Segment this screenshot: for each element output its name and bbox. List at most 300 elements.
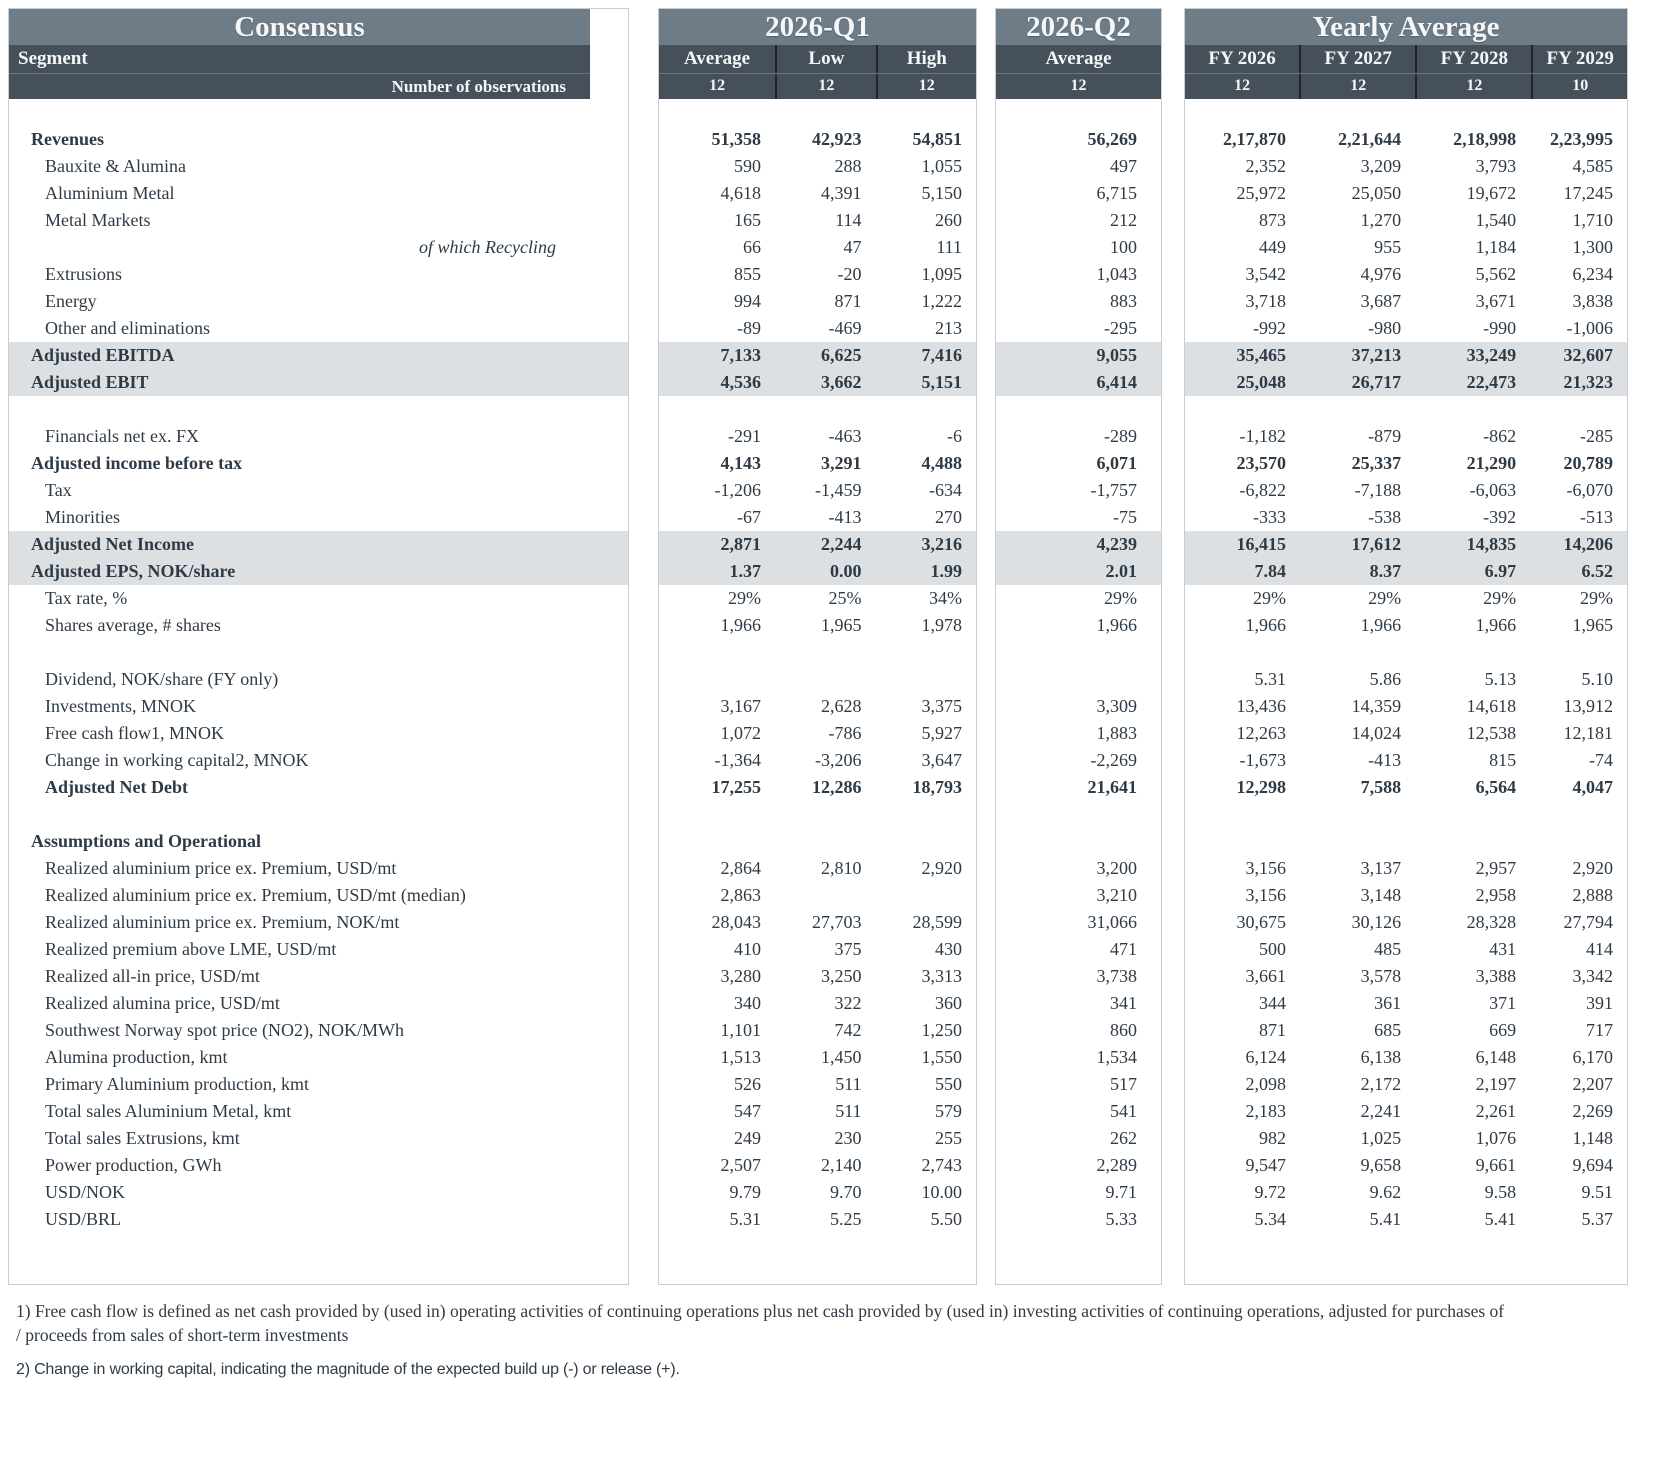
value-cell: 3,542	[1245, 264, 1287, 284]
value-cell: 2,21,644	[1338, 129, 1402, 149]
table-row	[659, 288, 976, 315]
value-cell: 1,101	[720, 1020, 762, 1040]
value-cell: 26,717	[1351, 372, 1402, 392]
table-row	[1185, 450, 1627, 477]
table-row	[996, 315, 1161, 342]
row-label: Power production, GWh	[45, 1155, 222, 1175]
value-cell: 6,148	[1475, 1047, 1517, 1067]
value-cell: 28,328	[1466, 912, 1517, 932]
spacer-row	[9, 639, 628, 666]
table-row	[1185, 882, 1627, 909]
value-cell: 114	[835, 210, 862, 230]
table-row	[1185, 288, 1627, 315]
value-cell: 2,864	[720, 858, 762, 878]
value-cell: 526	[734, 1074, 762, 1094]
table-row	[996, 963, 1161, 990]
table-row	[659, 1098, 976, 1125]
value-cell: 16,415	[1236, 534, 1287, 554]
spacer-row	[1185, 396, 1627, 423]
value-cell: -20	[837, 264, 862, 284]
value-cell: 2,269	[1572, 1101, 1613, 1121]
q2-title: 2026-Q2	[996, 9, 1161, 45]
table-row	[9, 504, 628, 531]
value-cell: 34%	[929, 588, 963, 608]
table-row	[996, 207, 1161, 234]
value-cell: 29%	[1253, 588, 1287, 608]
table-row	[1185, 909, 1627, 936]
value-cell: 685	[1374, 1020, 1402, 1040]
value-cell: 322	[834, 993, 862, 1013]
value-cell: 2,207	[1572, 1074, 1613, 1094]
table-row	[9, 666, 628, 693]
value-cell: 20,789	[1563, 453, 1613, 473]
value-cell: 375	[834, 939, 862, 959]
spacer-row	[9, 801, 628, 828]
table-row	[9, 882, 628, 909]
table-row	[659, 477, 976, 504]
value-cell: 13,912	[1563, 696, 1613, 716]
table-row	[1185, 1206, 1627, 1233]
table-row	[9, 828, 628, 855]
value-cell: 21,641	[1087, 777, 1137, 797]
value-cell: -6,070	[1566, 480, 1613, 500]
table-row	[996, 477, 1161, 504]
value-cell: 2,244	[821, 534, 862, 554]
value-cell: 7.84	[1254, 561, 1287, 581]
row-label: Extrusions	[45, 264, 123, 284]
table-row	[996, 774, 1161, 801]
observation-count: 12	[1234, 77, 1251, 94]
value-cell: 4,536	[720, 372, 762, 392]
value-cell: 21,323	[1563, 372, 1613, 392]
value-cell: 30,126	[1351, 912, 1402, 932]
value-cell: 2,23,995	[1550, 129, 1613, 149]
value-cell: 500	[1259, 939, 1287, 959]
table-row	[9, 450, 628, 477]
value-cell: 5.31	[729, 1209, 762, 1229]
value-cell: -862	[1483, 426, 1517, 446]
row-label: Realized premium above LME, USD/mt	[45, 939, 337, 959]
table-row	[996, 1017, 1161, 1044]
value-cell: 0.00	[830, 561, 862, 581]
value-cell: 550	[935, 1074, 963, 1094]
table-row	[1185, 990, 1627, 1017]
value-cell: 2,289	[1096, 1155, 1137, 1175]
value-cell: 9,547	[1245, 1155, 1287, 1175]
table-row	[9, 1098, 628, 1125]
segment-header: Segment	[9, 45, 590, 73]
value-cell: 6,234	[1572, 264, 1613, 284]
value-cell: 1,072	[720, 723, 762, 743]
value-cell: 12,538	[1466, 723, 1517, 743]
observation-count: 12	[775, 74, 875, 99]
table-row	[9, 612, 628, 639]
value-cell: 1,513	[720, 1047, 762, 1067]
row-label: Adjusted EBITDA	[31, 345, 175, 365]
value-cell: 10.00	[921, 1182, 963, 1202]
consensus-title: Consensus	[9, 9, 590, 45]
table-row	[659, 1125, 976, 1152]
table-row	[659, 504, 976, 531]
value-cell: 3,309	[1096, 696, 1137, 716]
value-cell: 270	[935, 507, 963, 527]
column-header: Average	[1045, 48, 1112, 69]
table-row	[1185, 504, 1627, 531]
observation-count: 12	[1415, 74, 1531, 99]
value-cell: 1,076	[1475, 1128, 1517, 1148]
value-cell: 2,958	[1475, 885, 1517, 905]
table-row	[996, 153, 1161, 180]
value-cell: 717	[1586, 1020, 1613, 1040]
table-row	[996, 747, 1161, 774]
spacer-row	[996, 801, 1161, 828]
table-row	[1185, 585, 1627, 612]
table-row	[996, 342, 1161, 369]
row-label: Tax rate, %	[45, 588, 128, 608]
value-cell: 2,888	[1572, 885, 1613, 905]
value-cell: 3,687	[1360, 291, 1402, 311]
table-row	[659, 747, 976, 774]
value-cell: 517	[1110, 1074, 1137, 1094]
value-cell: 1,966	[1245, 615, 1287, 635]
value-cell: 1,095	[921, 264, 963, 284]
value-cell: 5.41	[1369, 1209, 1402, 1229]
value-cell: 590	[734, 156, 762, 176]
table-row	[9, 234, 628, 261]
row-label: Alumina production, kmt	[45, 1047, 228, 1067]
table-row	[996, 666, 1161, 693]
value-cell: 1,965	[1572, 615, 1613, 635]
value-cell: 360	[935, 993, 963, 1013]
value-cell: 6.97	[1484, 561, 1517, 581]
value-cell: 14,024	[1351, 723, 1402, 743]
value-cell: -992	[1253, 318, 1287, 338]
value-cell: 5.34	[1254, 1209, 1287, 1229]
value-cell: 1,550	[921, 1047, 963, 1067]
value-cell: 2,920	[1572, 858, 1613, 878]
value-cell: 42,923	[812, 129, 862, 149]
spacer-row	[996, 99, 1161, 126]
spacer-row	[996, 396, 1161, 423]
value-cell: 1,270	[1360, 210, 1402, 230]
value-cell: 340	[734, 993, 762, 1013]
table-row	[9, 558, 628, 585]
value-cell: 361	[1374, 993, 1402, 1013]
value-cell: 25,048	[1236, 372, 1287, 392]
table-row	[1185, 1071, 1627, 1098]
value-cell: 47	[843, 237, 862, 257]
spacer-row	[9, 99, 628, 126]
value-cell: 2,241	[1360, 1101, 1402, 1121]
value-cell: 5.13	[1484, 669, 1517, 689]
value-cell: 28,043	[711, 912, 762, 932]
table-row	[659, 693, 976, 720]
value-cell: 3,156	[1245, 858, 1287, 878]
value-cell: 51,358	[711, 129, 762, 149]
value-cell: 511	[835, 1101, 862, 1121]
spacer-row	[1185, 99, 1627, 126]
table-row	[1185, 234, 1627, 261]
value-cell: -786	[828, 723, 862, 743]
table-row	[1185, 612, 1627, 639]
value-cell: 2,863	[720, 885, 762, 905]
value-cell: -1,182	[1239, 426, 1287, 446]
q1-block	[658, 8, 977, 1285]
value-cell: 17,612	[1351, 534, 1402, 554]
table-row	[9, 990, 628, 1017]
value-cell: 2,920	[921, 858, 963, 878]
table-row	[996, 1125, 1161, 1152]
row-label: Dividend, NOK/share (FY only)	[45, 669, 279, 689]
value-cell: 6,124	[1245, 1047, 1287, 1067]
value-cell: 12,181	[1563, 723, 1613, 743]
value-cell: 21,290	[1466, 453, 1517, 473]
table-row	[9, 180, 628, 207]
value-cell: 165	[734, 210, 762, 230]
value-cell: -469	[828, 318, 862, 338]
row-label: Energy	[45, 291, 97, 311]
value-cell: 3,738	[1096, 966, 1137, 986]
value-cell: 3,342	[1572, 966, 1613, 986]
table-row	[996, 909, 1161, 936]
yearly-observation-counts	[1185, 73, 1627, 99]
row-label: USD/BRL	[45, 1209, 122, 1229]
value-cell: 3,156	[1245, 885, 1287, 905]
table-row	[1185, 1152, 1627, 1179]
value-cell: 12,298	[1236, 777, 1287, 797]
table-row	[996, 261, 1161, 288]
row-label: Shares average, # shares	[45, 615, 221, 635]
value-cell: 3,838	[1572, 291, 1613, 311]
table-row	[9, 315, 628, 342]
value-cell: 1,534	[1096, 1047, 1137, 1067]
table-row	[9, 1017, 628, 1044]
table-row	[9, 747, 628, 774]
value-cell: 1,540	[1475, 210, 1517, 230]
table-row	[996, 828, 1161, 855]
value-cell: 4,143	[720, 453, 762, 473]
value-cell: 23,570	[1236, 453, 1287, 473]
value-cell: 371	[1489, 993, 1517, 1013]
value-cell: 3,167	[720, 696, 762, 716]
yearly-values-body	[1185, 99, 1627, 1233]
table-row	[1185, 666, 1627, 693]
table-row	[1185, 855, 1627, 882]
value-cell: 1,966	[1360, 615, 1402, 635]
value-cell: 6,414	[1096, 372, 1137, 392]
value-cell: 1,710	[1572, 210, 1613, 230]
value-cell: 4,488	[921, 453, 963, 473]
value-cell: 14,835	[1466, 534, 1517, 554]
q2-values-body	[996, 99, 1161, 1233]
table-row	[9, 261, 628, 288]
value-cell: -513	[1580, 507, 1613, 527]
table-row	[9, 1071, 628, 1098]
row-label: Metal Markets	[45, 210, 151, 230]
value-cell: 30,675	[1236, 912, 1287, 932]
value-cell: 3,210	[1096, 885, 1137, 905]
footnotes	[8, 1285, 1508, 1381]
value-cell: 54,851	[912, 129, 963, 149]
table-row	[996, 855, 1161, 882]
column-header: FY 2026	[1208, 48, 1276, 69]
value-cell: 5,151	[921, 372, 963, 392]
value-cell: 22,473	[1466, 372, 1517, 392]
value-cell: 2,17,870	[1223, 129, 1287, 149]
value-cell: 471	[1110, 939, 1137, 959]
table-row	[659, 531, 976, 558]
value-cell: 3,718	[1245, 291, 1287, 311]
table-row	[9, 477, 628, 504]
value-cell: 3,137	[1360, 858, 1402, 878]
table-row	[659, 612, 976, 639]
value-cell: 431	[1489, 939, 1517, 959]
value-cell: -1,673	[1239, 750, 1287, 770]
value-cell: 2,183	[1245, 1101, 1287, 1121]
value-cell: 860	[1110, 1020, 1137, 1040]
table-row	[659, 585, 976, 612]
value-cell: 5.10	[1581, 669, 1613, 689]
footnote-2: 2) Change in working capital, indicating the magnitude of the expected build up (-) or release (+).	[16, 1361, 680, 1379]
value-cell: 2.01	[1105, 561, 1137, 581]
value-cell: 3,661	[1245, 966, 1287, 986]
value-cell: 994	[734, 291, 762, 311]
value-cell: 3,148	[1360, 885, 1402, 905]
value-cell: 213	[935, 318, 963, 338]
value-cell: 2,507	[720, 1155, 762, 1175]
table-row	[996, 1206, 1161, 1233]
value-cell: 341	[1110, 993, 1137, 1013]
value-cell: 249	[734, 1128, 762, 1148]
value-cell: 111	[936, 237, 963, 257]
consensus-table	[8, 8, 1680, 1285]
table-row	[9, 126, 628, 153]
table-row	[659, 1071, 976, 1098]
value-cell: 5.25	[830, 1209, 862, 1229]
table-row	[996, 558, 1161, 585]
value-cell: -6,822	[1239, 480, 1287, 500]
value-cell: 511	[835, 1074, 862, 1094]
value-cell: 5,150	[921, 183, 963, 203]
value-cell: -7,188	[1354, 480, 1402, 500]
table-row	[1185, 207, 1627, 234]
table-row	[659, 342, 976, 369]
table-row	[1185, 261, 1627, 288]
table-row	[1185, 828, 1627, 855]
segment-block	[8, 8, 629, 1285]
table-row	[659, 774, 976, 801]
value-cell: 5,927	[921, 723, 963, 743]
table-row	[996, 234, 1161, 261]
value-cell: -463	[828, 426, 862, 446]
row-label: Free cash flow1, MNOK	[45, 723, 224, 743]
value-cell: 1,043	[1096, 264, 1137, 284]
table-row	[659, 990, 976, 1017]
value-cell: -879	[1368, 426, 1402, 446]
value-cell: 3,578	[1360, 966, 1402, 986]
table-row	[996, 531, 1161, 558]
value-cell: 230	[834, 1128, 862, 1148]
table-row	[659, 180, 976, 207]
table-row	[996, 504, 1161, 531]
value-cell: 3,388	[1475, 966, 1517, 986]
value-cell: -285	[1580, 426, 1613, 446]
table-row	[659, 1179, 976, 1206]
table-row	[659, 963, 976, 990]
value-cell: 17,245	[1563, 183, 1613, 203]
table-row	[1185, 423, 1627, 450]
value-cell: -413	[1368, 750, 1402, 770]
spacer-row	[659, 801, 976, 828]
value-cell: 9,055	[1096, 345, 1137, 365]
spacer-row	[659, 639, 976, 666]
row-label: Bauxite & Alumina	[45, 156, 186, 176]
table-row	[996, 720, 1161, 747]
value-cell: 2,140	[821, 1155, 862, 1175]
table-row	[1185, 1179, 1627, 1206]
value-cell: -980	[1368, 318, 1402, 338]
table-row	[9, 153, 628, 180]
table-row	[659, 423, 976, 450]
value-cell: 6,715	[1096, 183, 1137, 203]
value-cell: 6.52	[1581, 561, 1613, 581]
row-label: Adjusted Net Debt	[45, 777, 188, 797]
row-label: Aluminium Metal	[45, 183, 175, 203]
table-row	[9, 1044, 628, 1071]
table-row	[659, 936, 976, 963]
table-row	[996, 423, 1161, 450]
value-cell: -89	[737, 318, 762, 338]
table-row	[659, 126, 976, 153]
value-cell: 255	[935, 1128, 963, 1148]
value-cell: -1,364	[714, 750, 762, 770]
value-cell: 5,562	[1475, 264, 1517, 284]
table-row	[9, 585, 628, 612]
table-row	[1185, 477, 1627, 504]
value-cell: 2,628	[821, 696, 862, 716]
value-cell: 8.37	[1369, 561, 1402, 581]
table-row	[1185, 693, 1627, 720]
table-row	[996, 693, 1161, 720]
value-cell: 4,976	[1360, 264, 1402, 284]
table-row	[9, 1179, 628, 1206]
value-cell: 5.41	[1484, 1209, 1517, 1229]
table-row	[659, 666, 976, 693]
value-cell: -1,206	[714, 480, 762, 500]
value-cell: 7,416	[921, 345, 963, 365]
column-header: High	[876, 45, 976, 73]
value-cell: 1,055	[921, 156, 963, 176]
value-cell: 6,564	[1475, 777, 1517, 797]
q2-observation-counts	[996, 73, 1161, 99]
column-header: Low	[775, 45, 875, 73]
table-row	[659, 1017, 976, 1044]
value-cell: 3,647	[921, 750, 963, 770]
value-cell: 5.33	[1105, 1209, 1137, 1229]
value-cell: -1,006	[1566, 318, 1613, 338]
row-label: Realized alumina price, USD/mt	[45, 993, 280, 1013]
column-header: FY 2027	[1299, 45, 1415, 73]
table-row	[9, 423, 628, 450]
yearly-average-title: Yearly Average	[1185, 9, 1627, 45]
table-row	[1185, 720, 1627, 747]
value-cell: 7,588	[1360, 777, 1402, 797]
value-cell: 5.86	[1369, 669, 1402, 689]
value-cell: 5.37	[1581, 1209, 1613, 1229]
value-cell: 6,170	[1572, 1047, 1613, 1067]
table-row	[996, 1071, 1161, 1098]
row-label: Total sales Extrusions, kmt	[45, 1128, 240, 1148]
